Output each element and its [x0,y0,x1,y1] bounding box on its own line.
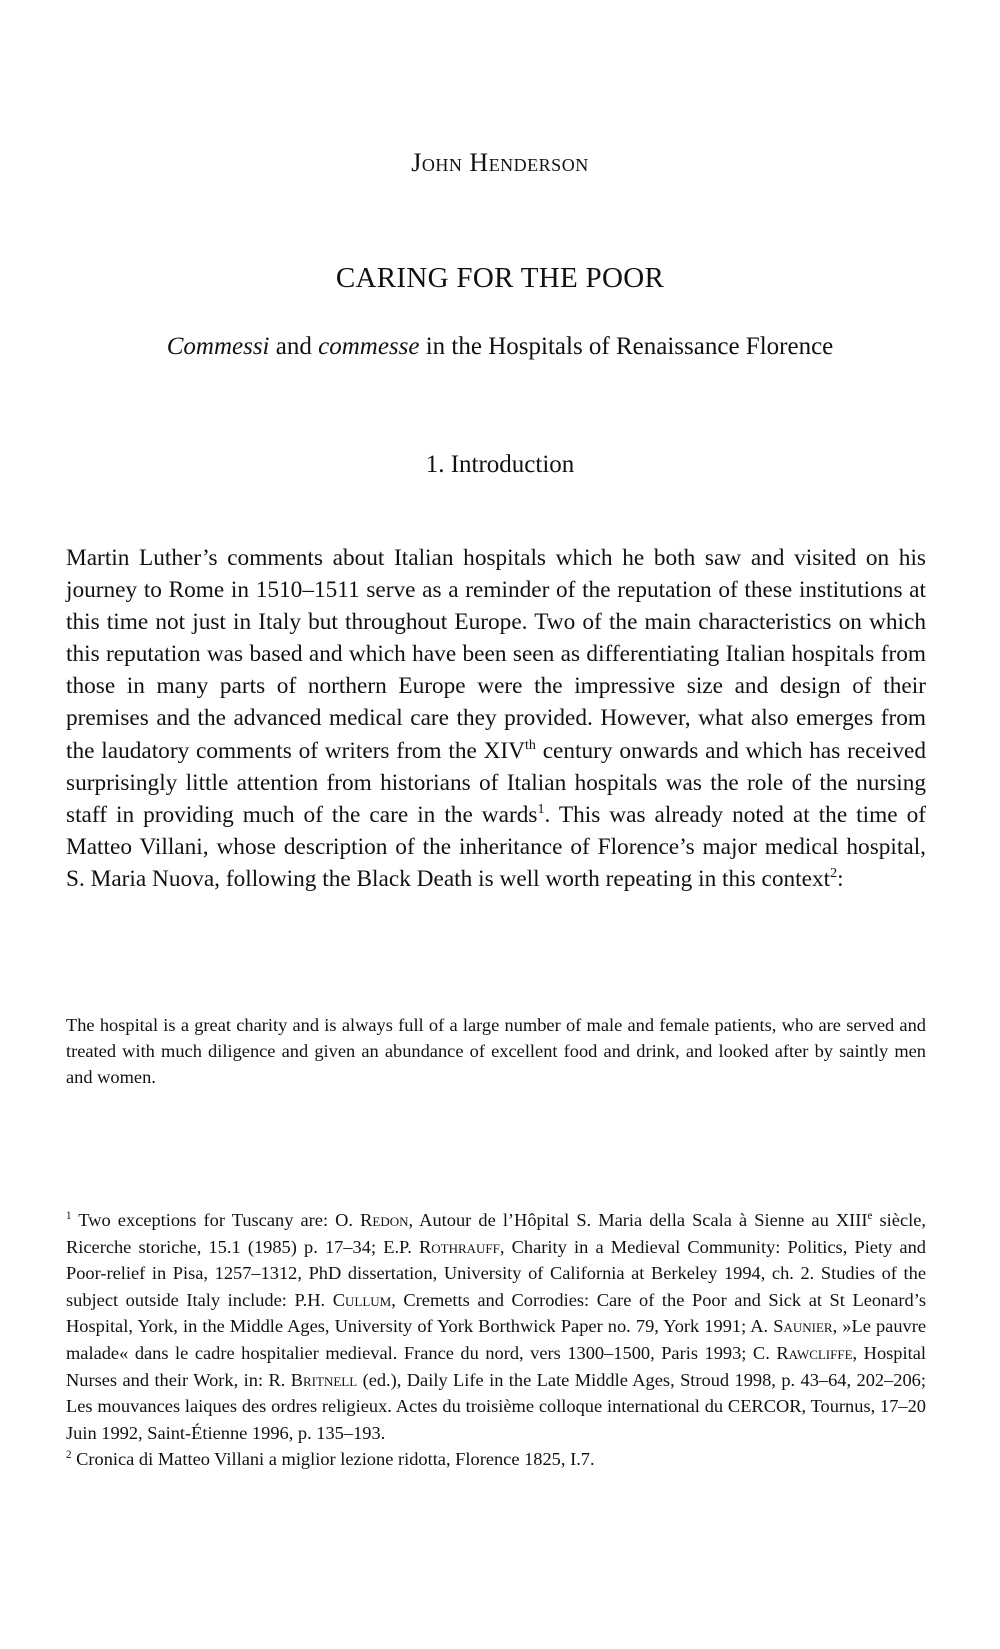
section-heading: 1. Introduction [425,451,575,478]
footnote-1-text-h: (ed.), Daily Life in the Late Middle Ages, Stroud 1998, p. 43–64, 202–206; Les mouvances laiques des ordres religieux. Actes du troisième colloque international du CERCOR, Tournus, 17–20 Juin 1992, Saint-Étienne 1996, p. 135–193. [66,1369,926,1443]
footnote-ref-1: 1 [537,801,545,817]
footnotes [66,1207,926,1473]
footnote-2-text: Cronica di Matteo Villani a miglior lezione ridotta, Florence 1825, I.7. [71,1449,595,1470]
body-paragraph [66,542,926,895]
footnote-1 [66,1207,926,1446]
footnote-author-rothrauff: Rothrauff [419,1236,500,1257]
footnote-author-rawcliffe: Rawcliffe [776,1342,853,1363]
footnote-2 [66,1446,926,1473]
author-name: John Henderson [411,148,589,177]
footnote-author-saunier: Saunier [773,1316,833,1337]
paragraph-text-part-1: Martin Luther’s comments about Italian hospitals which he both saw and visited on his journey to Rome in 1510–1511 serve as a reminder of the reputation of these institutions at this time not just in Italy but throughout Europe. Two of the main characteristics on which this reputation was based and which have been seen as differentiating Italian hospitals from those in many parts of northern Europe were the impressive size and design of their premises and the advanced medical care they provided. However, what also emerges from the laudatory comments of writers from the XIV [66,545,926,764]
paragraph-colon: : [837,865,844,892]
subtitle-italic-commessi: Commessi [166,333,270,360]
footnote-1-text-d: , Charity in a Medieval Community: Politics, Piety and Poor-relief in Pisa, 1257–1312, PhD dissertation, University of California at Berkeley 1994, ch. 2. Studies of the subject outside Italy include: P.H. [66,1236,926,1310]
footnote-ref-2: 2 [830,866,838,882]
paragraph-text-part-2: century onwards and which has received surprisingly little attention from historians of Italian hospitals was the role of the nursing staff in providing much of the care in the wards [66,737,926,828]
footnote-1-text-a: Two exceptions for Tuscany are: O. [71,1210,361,1230]
quote-text: The hospital is a great charity and is always full of a large number of male and female patients, who are served and treated with much diligence and given an abundance of excellent food and drink, and looked after by saintly men and women. [66,1015,926,1088]
footnote-1-text-c: siècle, Ricerche storiche, 15.1 (1985) p. 17–34; E.P. [66,1210,926,1257]
footnote-1-text-b: , Autour de l’Hôpital S. Maria della Scala à Sienne au XIII [408,1210,868,1230]
footnote-century-superscript: e [867,1209,873,1222]
subtitle-rest: in the Hospitals of Renaissance Florence [419,333,834,360]
century-superscript: th [525,737,536,753]
footnote-1-text-g: , Hospital Nurses and their Work, in: R. [66,1342,926,1390]
paragraph-text-part-3: . This was already noted at the time of Matteo Villani, whose description of the inheritance of Florence’s major medical hospital, S. Maria Nuova, following the Black Death is well worth repeating in this context [66,801,926,892]
footnote-author-redon: Redon [360,1210,409,1230]
footnote-1-text-e: , Cremetts and Corrodies: Care of the Poor and Sick at St Leonard’s Hospital, York, in the Middle Ages, University of York Borthwick Paper no. 79, York 1991; A. [66,1289,927,1337]
paper-title: CARING FOR THE POOR [335,262,665,294]
footnote-1-mark: 1 [66,1209,72,1222]
footnote-2-mark: 2 [66,1449,72,1462]
paper-subtitle [0,333,1000,361]
subtitle-italic-commesse: commesse [318,333,420,360]
subtitle-and: and [269,333,319,360]
footnote-author-cullum: Cullum [332,1289,392,1310]
footnote-1-text-f: , »Le pauvre malade« dans le cadre hospitalier medieval. France du nord, vers 1300–1500, Paris 1993; C. [66,1316,926,1363]
footnote-author-britnell: Britnell [290,1369,358,1390]
block-quote [66,1012,926,1091]
intro-paragraph [66,542,926,895]
